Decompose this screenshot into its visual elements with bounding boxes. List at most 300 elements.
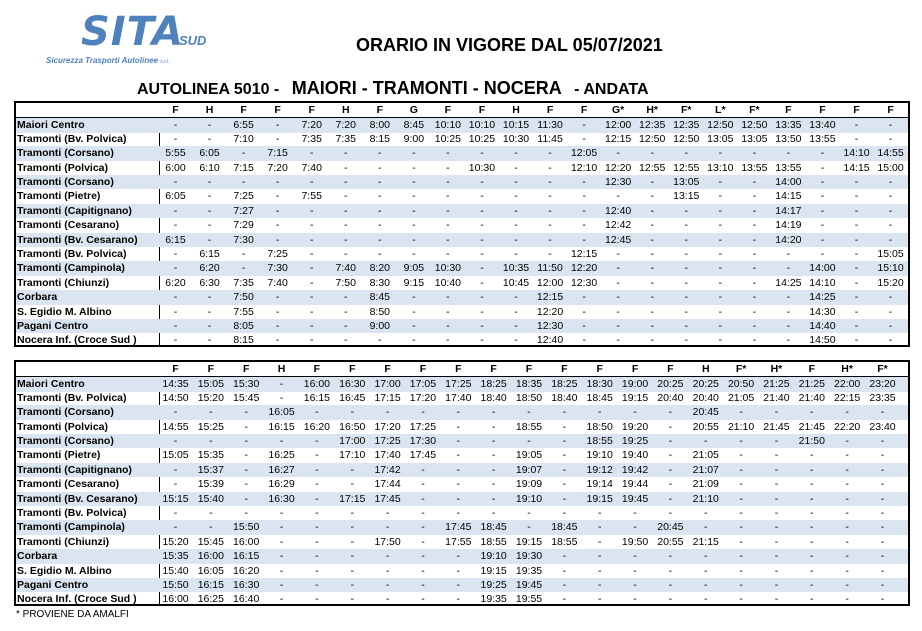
trip-day-code: F <box>546 104 554 116</box>
departure-time: 19:15 <box>586 492 613 505</box>
departure-time: 14:55 <box>162 420 189 433</box>
departure-time: - <box>888 305 893 318</box>
departure-time: - <box>309 248 314 260</box>
departure-time: 18:50 <box>586 420 613 433</box>
departure-time: - <box>412 204 416 217</box>
departure-time: 6:55 <box>233 119 254 132</box>
departure-time: - <box>173 334 178 347</box>
departure-time: - <box>774 507 779 519</box>
departure-time: 17:44 <box>374 478 401 491</box>
departure-time: - <box>480 204 484 217</box>
departure-time: 17:25 <box>445 378 472 391</box>
departure-time: - <box>309 305 314 318</box>
trip-day-code: G <box>409 104 418 116</box>
departure-time: 17:00 <box>374 378 401 391</box>
departure-time: - <box>315 550 319 563</box>
departure-time: - <box>616 248 620 260</box>
timetable-row <box>16 448 908 462</box>
departure-time: - <box>385 406 390 419</box>
departure-time: - <box>854 262 859 275</box>
departure-time: - <box>718 147 723 160</box>
departure-time: 8:45 <box>403 119 425 132</box>
departure-time: - <box>350 593 354 606</box>
trip-day-code: F <box>444 104 452 116</box>
departure-time: - <box>514 204 518 217</box>
departure-time: - <box>739 435 743 447</box>
stop-name: Tramonti (Pietre) <box>17 190 101 203</box>
trip-day-code: L* <box>715 104 726 116</box>
departure-time: 19:44 <box>621 478 649 491</box>
departure-time: - <box>491 478 496 491</box>
timetable-row <box>16 492 908 506</box>
departure-time: - <box>888 219 893 232</box>
departure-time: 18:50 <box>515 391 543 404</box>
departure-time: - <box>752 276 757 289</box>
departure-time: - <box>774 478 779 491</box>
departure-time: 12:30 <box>570 276 598 289</box>
departure-time: 17:45 <box>374 492 401 505</box>
departure-time: 19:05 <box>515 449 543 462</box>
departure-time: - <box>456 550 461 563</box>
departure-time: 19:45 <box>621 492 649 505</box>
departure-time: 6:20 <box>199 262 220 275</box>
departure-time: - <box>582 204 586 217</box>
departure-time: - <box>880 507 885 519</box>
departure-time: - <box>752 305 757 318</box>
departure-time: - <box>350 564 354 577</box>
departure-time: - <box>412 291 416 304</box>
departure-time: - <box>527 406 531 419</box>
departure-time: - <box>480 320 484 332</box>
departure-time: - <box>888 119 893 132</box>
departure-time: - <box>633 579 637 591</box>
departure-time: - <box>739 593 743 606</box>
departure-time: - <box>344 334 348 347</box>
departure-time: - <box>446 233 450 246</box>
departure-time: 10:35 <box>502 262 530 275</box>
timetable-row <box>16 463 908 477</box>
departure-time: - <box>385 521 390 534</box>
departure-time: - <box>597 564 602 577</box>
departure-time: 7:40 <box>301 161 322 174</box>
departure-time: - <box>739 449 743 462</box>
departure-time: 12:30 <box>536 320 564 332</box>
departure-time: 19:10 <box>586 449 613 462</box>
departure-time: - <box>209 406 213 419</box>
departure-time: - <box>650 190 654 203</box>
departure-time: 16:27 <box>268 463 295 476</box>
departure-time: 13:05 <box>741 132 768 145</box>
departure-time: - <box>207 233 212 246</box>
departure-time: - <box>739 463 743 476</box>
departure-time: 7:29 <box>233 219 254 232</box>
departure-time: 9:00 <box>369 320 391 332</box>
departure-time: - <box>752 262 757 275</box>
departure-time: - <box>344 305 348 318</box>
timetable-row <box>16 204 908 218</box>
departure-time: - <box>456 564 461 577</box>
trip-day-code: F <box>308 104 315 116</box>
line-label: AUTOLINEA 5010 - <box>137 81 280 98</box>
trip-day-code: F* <box>749 104 760 116</box>
departure-time: 21:45 <box>763 420 790 433</box>
departure-time: 13:55 <box>775 161 802 174</box>
departure-time: - <box>548 204 552 217</box>
departure-time: 18:40 <box>551 391 578 404</box>
departure-time: - <box>378 204 382 217</box>
departure-time: - <box>774 550 779 563</box>
departure-time: 12:30 <box>605 176 632 188</box>
departure-time: - <box>207 132 212 145</box>
departure-time: - <box>752 248 757 260</box>
departure-time: 8:20 <box>369 262 391 275</box>
departure-time: 17:55 <box>445 535 472 548</box>
departure-time: 19:14 <box>586 478 613 491</box>
departure-time: - <box>774 535 779 548</box>
departure-time: - <box>880 492 885 505</box>
departure-time: - <box>412 161 416 174</box>
departure-time: - <box>412 233 416 246</box>
direction-label: - ANDATA <box>574 81 649 98</box>
departure-time: - <box>446 219 450 232</box>
departure-time: - <box>854 334 859 347</box>
departure-time: - <box>845 435 849 447</box>
timetable-row <box>16 477 908 491</box>
departure-time: - <box>668 478 673 491</box>
departure-time: - <box>888 291 893 304</box>
departure-time: - <box>880 564 885 577</box>
departure-time: - <box>446 291 450 304</box>
departure-time: - <box>207 291 212 304</box>
departure-time: - <box>650 176 654 188</box>
departure-time: - <box>548 233 552 246</box>
departure-time: 10:30 <box>468 161 496 174</box>
departure-time: - <box>820 176 825 188</box>
departure-time: 15:50 <box>162 579 189 591</box>
departure-time: 12:15 <box>605 132 632 145</box>
departure-time: - <box>173 521 178 534</box>
departure-time: - <box>616 147 620 160</box>
departure-time: - <box>279 564 284 577</box>
departure-time: 15:37 <box>197 463 224 476</box>
departure-time: - <box>350 406 354 419</box>
departure-time: - <box>315 535 319 548</box>
departure-time: - <box>786 248 791 260</box>
departure-time: - <box>668 593 673 606</box>
departure-time: - <box>350 507 354 519</box>
departure-time: - <box>739 564 743 577</box>
departure-time: 14:20 <box>775 233 802 246</box>
timetable-row <box>16 376 908 391</box>
stop-name: Maiori Centro <box>17 119 85 132</box>
departure-time: - <box>704 435 708 447</box>
departure-time: - <box>704 507 708 519</box>
departure-time: 19:15 <box>621 391 649 404</box>
stop-name: S. Egidio M. Albino <box>17 305 112 318</box>
departure-time: - <box>309 276 314 289</box>
departure-time: - <box>412 334 416 347</box>
departure-time: - <box>774 435 779 447</box>
departure-time: - <box>480 147 484 160</box>
departure-time: - <box>514 176 518 188</box>
departure-time: 17:42 <box>374 463 401 476</box>
departure-time: 12:20 <box>605 161 632 174</box>
departure-time: 18:55 <box>480 535 507 548</box>
departure-time: 5:55 <box>165 147 186 160</box>
departure-time: - <box>315 449 319 462</box>
departure-time: 19:25 <box>480 579 507 591</box>
stop-name: Nocera Inf. (Croce Sud ) <box>17 593 137 606</box>
departure-time: - <box>845 492 849 505</box>
departure-time: - <box>684 248 688 260</box>
departure-time: - <box>456 579 461 591</box>
departure-time: - <box>491 406 496 419</box>
departure-time: - <box>718 233 723 246</box>
timetable-row <box>16 391 908 405</box>
departure-time: - <box>633 521 637 534</box>
departure-time: - <box>880 435 885 447</box>
departure-time: - <box>774 564 779 577</box>
departure-time: - <box>309 204 314 217</box>
departure-time: 17:45 <box>445 521 472 534</box>
departure-time: - <box>421 406 425 419</box>
departure-time: - <box>378 176 382 188</box>
departure-time: - <box>412 248 416 260</box>
trip-day-code: F <box>172 104 179 116</box>
departure-time: - <box>207 305 212 318</box>
trip-day-code: F <box>419 363 427 375</box>
timetable-row <box>16 434 908 448</box>
trip-header-row <box>16 362 908 376</box>
departure-time: - <box>378 248 382 260</box>
trip-day-code: F <box>525 363 533 375</box>
departure-time: - <box>480 248 484 260</box>
departure-time: - <box>786 147 791 160</box>
departure-time: - <box>279 391 284 404</box>
logo-sub-wordmark: SUD <box>179 33 207 48</box>
departure-time: - <box>668 463 673 476</box>
departure-time: - <box>421 535 425 548</box>
departure-time: - <box>562 406 567 419</box>
departure-time: 21:07 <box>692 463 719 476</box>
departure-time: 20:25 <box>657 378 684 391</box>
departure-time: 7:20 <box>335 119 356 132</box>
departure-time: - <box>880 535 885 548</box>
departure-time: 19:15 <box>515 535 543 548</box>
departure-time: 10:10 <box>468 119 496 132</box>
trip-day-code: F <box>313 363 321 375</box>
departure-time: 17:05 <box>409 378 437 391</box>
departure-time: 14:30 <box>809 305 836 318</box>
departure-time: - <box>582 176 586 188</box>
departure-time: - <box>718 334 723 347</box>
departure-time: - <box>514 219 518 232</box>
departure-time: - <box>350 478 354 491</box>
departure-time: - <box>650 305 654 318</box>
departure-time: 13:05 <box>707 132 734 145</box>
departure-time: 12:15 <box>536 291 564 304</box>
departure-time: - <box>385 550 390 563</box>
departure-time: 8:45 <box>369 291 391 304</box>
timetable-row <box>16 189 908 203</box>
departure-time: - <box>597 550 602 563</box>
departure-time: 7:35 <box>301 132 322 145</box>
departure-time: - <box>845 593 849 606</box>
departure-time: 10:30 <box>502 132 530 145</box>
trip-day-code: F <box>853 104 860 116</box>
departure-time: - <box>548 219 552 232</box>
trip-day-code: H <box>205 104 214 116</box>
departure-time: 19:30 <box>515 550 543 563</box>
departure-time: - <box>548 248 552 260</box>
departure-time: - <box>279 535 284 548</box>
departure-time: - <box>752 147 757 160</box>
timetable-row <box>16 233 908 247</box>
departure-time: - <box>845 521 849 534</box>
stop-name: Tramonti (Cesarano) <box>17 219 120 232</box>
departure-time: - <box>616 190 620 203</box>
departure-time: - <box>275 320 280 332</box>
departure-time: - <box>562 478 567 491</box>
departure-time: 12:45 <box>605 233 632 246</box>
departure-time: - <box>880 406 885 419</box>
departure-time: - <box>562 492 567 505</box>
departure-time: - <box>412 190 416 203</box>
departure-time: - <box>279 550 284 563</box>
departure-time: 16:00 <box>162 593 189 606</box>
departure-time: - <box>491 449 496 462</box>
trip-day-code: F <box>785 104 792 116</box>
departure-time: 12:20 <box>570 262 598 275</box>
departure-time: - <box>456 507 461 519</box>
departure-time: - <box>209 521 213 534</box>
logo-tagline <box>46 56 170 65</box>
departure-time: - <box>209 507 213 519</box>
departure-time: - <box>718 276 723 289</box>
departure-time: 6:15 <box>165 233 186 246</box>
departure-time: - <box>888 334 893 347</box>
departure-time: 15:35 <box>162 550 189 563</box>
trip-day-code: F <box>808 363 815 375</box>
departure-time: - <box>378 219 382 232</box>
departure-time: - <box>562 420 567 433</box>
departure-time: - <box>650 204 654 217</box>
timetable-row <box>16 276 908 290</box>
stop-name: Corbara <box>17 291 58 304</box>
logo-wordmark: SITA <box>81 9 184 55</box>
departure-time: 21:10 <box>692 492 719 505</box>
departure-time: - <box>633 507 637 519</box>
departure-time: - <box>421 550 425 563</box>
logo-tagline-text: Sicurezza Trasporti Autolinee <box>46 56 159 65</box>
departure-time: - <box>854 204 859 217</box>
departure-time: - <box>315 507 319 519</box>
timetable-row <box>16 218 908 232</box>
departure-time: 8:15 <box>369 132 391 145</box>
departure-time: - <box>810 449 814 462</box>
departure-time: - <box>880 463 885 476</box>
departure-time: 14:00 <box>775 176 802 188</box>
sita-sud-logo <box>43 11 223 69</box>
departure-time: 10:45 <box>502 276 530 289</box>
departure-time: 17:15 <box>339 492 366 505</box>
departure-time: - <box>820 161 825 174</box>
departure-time: 10:10 <box>434 119 462 132</box>
departure-time: - <box>582 132 586 145</box>
departure-time: - <box>275 204 280 217</box>
departure-time: 11:45 <box>537 132 563 145</box>
departure-time: - <box>344 161 348 174</box>
stop-name: Tramonti (Capitignano) <box>17 463 132 476</box>
departure-time: - <box>684 334 688 347</box>
departure-time: - <box>582 305 586 318</box>
departure-time: - <box>597 521 602 534</box>
departure-time: - <box>173 248 178 260</box>
stop-name: Tramonti (Capitignano) <box>17 204 132 217</box>
departure-time: - <box>786 334 791 347</box>
departure-time: - <box>244 507 248 519</box>
departure-time: 18:30 <box>586 378 613 391</box>
timetable-row <box>16 549 908 563</box>
departure-time: 10:25 <box>434 132 462 145</box>
departure-time: 12:00 <box>536 276 564 289</box>
departure-time: 17:10 <box>339 449 366 462</box>
departure-time: - <box>350 535 354 548</box>
departure-time: 19:15 <box>480 564 507 577</box>
departure-time: 16:15 <box>197 579 224 591</box>
departure-time: 12:05 <box>570 147 598 160</box>
departure-time: - <box>350 463 354 476</box>
departure-time: - <box>810 478 814 491</box>
stop-name: Tramonti (Bv. Polvica) <box>17 248 127 260</box>
departure-time: 16:00 <box>197 550 224 563</box>
departure-time: - <box>207 190 212 203</box>
departure-time: - <box>597 406 602 419</box>
departure-time: - <box>275 233 280 246</box>
departure-time: - <box>385 579 390 591</box>
departure-time: 6:05 <box>165 190 186 203</box>
departure-time: 16:29 <box>268 478 295 491</box>
departure-time: - <box>514 320 518 332</box>
departure-time: - <box>668 435 673 447</box>
departure-time: - <box>514 233 518 246</box>
departure-time: - <box>421 564 425 577</box>
departure-time: 8:15 <box>233 334 254 347</box>
departure-time: - <box>514 291 518 304</box>
departure-time: 6:00 <box>165 161 186 174</box>
departure-time: - <box>344 147 348 160</box>
departure-time: 8:50 <box>369 305 391 318</box>
departure-time: 13:55 <box>809 132 836 145</box>
departure-time: - <box>456 420 461 433</box>
stop-name: Tramonti (Bv. Polvica) <box>17 132 127 145</box>
departure-time: - <box>668 492 673 505</box>
departure-time: 20:25 <box>692 378 719 391</box>
trip-day-code: F <box>242 363 250 375</box>
departure-time: - <box>845 478 849 491</box>
route-subtitle <box>137 78 649 99</box>
departure-time: - <box>752 176 757 188</box>
departure-time: - <box>854 291 859 304</box>
departure-time: - <box>344 291 348 304</box>
departure-time: 13:10 <box>707 161 734 174</box>
departure-time: 15:40 <box>197 492 224 505</box>
departure-time: - <box>845 550 849 563</box>
departure-time: 7:10 <box>233 132 254 145</box>
departure-time: - <box>309 320 314 332</box>
departure-time: - <box>786 320 791 332</box>
departure-time: 21:40 <box>763 391 790 404</box>
